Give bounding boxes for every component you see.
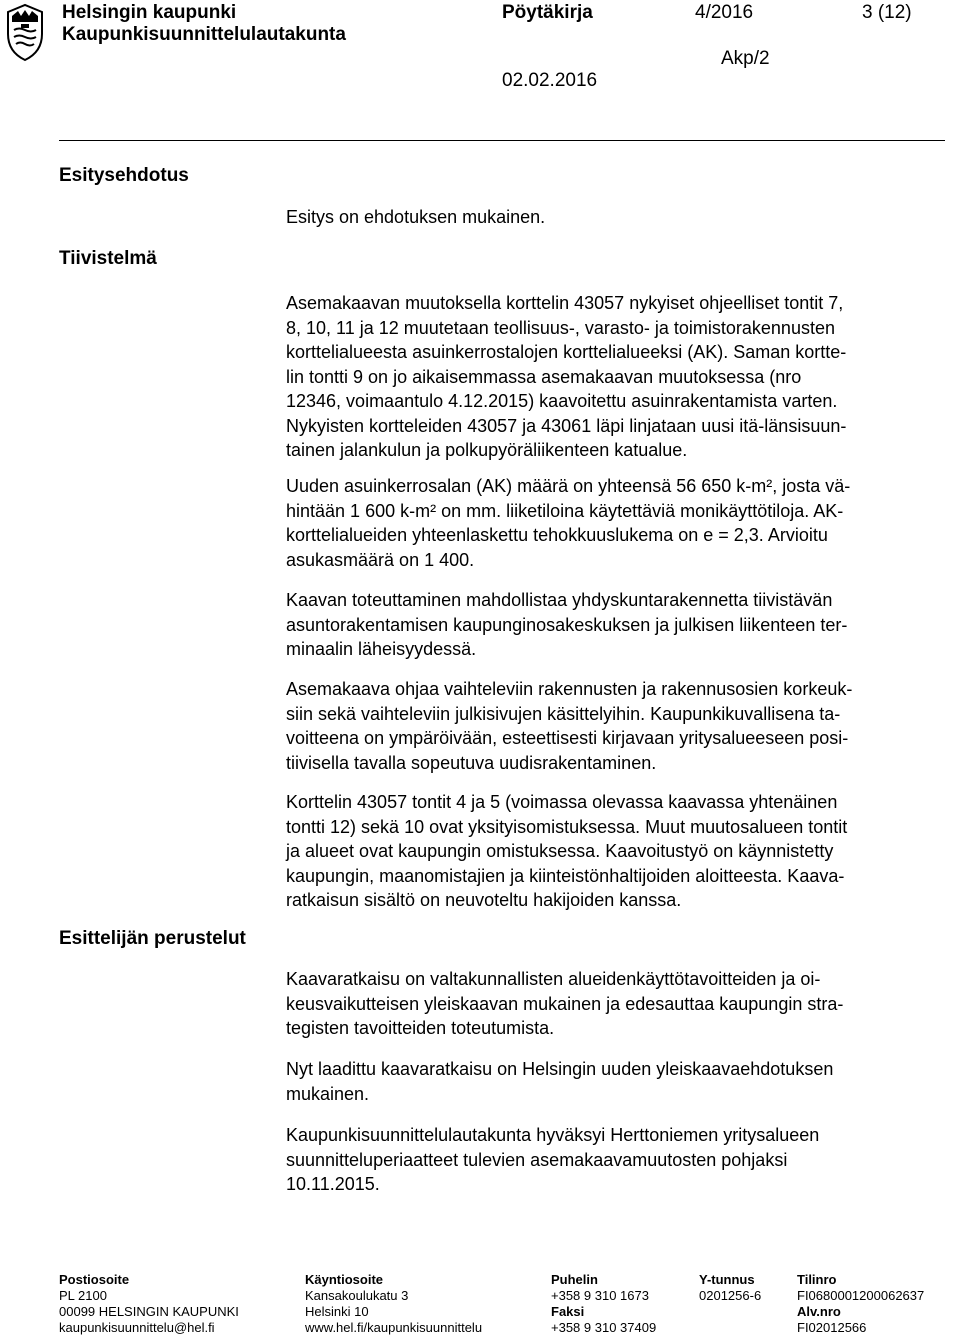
header-committee: Kaupunkisuunnittelulautakunta: [62, 24, 346, 45]
footer-phone-number: +358 9 310 1673: [551, 1288, 649, 1303]
footer-visit-label: Käyntiosoite: [305, 1272, 384, 1287]
footer-email: kaupunkisuunnittelu@hel.fi: [59, 1320, 215, 1335]
footer-website: www.hel.fi/kaupunkisuunnittelu: [305, 1320, 483, 1335]
header-date: 02.02.2016: [502, 70, 598, 91]
footer-account-label: Tilinro: [797, 1272, 837, 1287]
rationale-heading: Esittelijän perustelut: [59, 928, 246, 949]
footer-visit: [305, 1272, 482, 1336]
proposal-heading: Esitysehdotus: [59, 165, 189, 186]
header-doc-type: Pöytäkirja: [502, 2, 593, 23]
footer-postal-label: Postiosoite: [59, 1272, 130, 1287]
header-divider: [59, 140, 945, 141]
national-goals-paragraph: Kaavaratkaisu on valtakunnallisten alueidenkäyttötavoitteiden ja oi- keusvaikutteisen yleiskaavan mukainen ja edesauttaa kaupungin stra- tegisten tavoitteiden toteutumista.: [286, 969, 844, 1038]
footer-postal-box: PL 2100: [59, 1288, 107, 1303]
cityscape-paragraph: Asemakaava ohjaa vaihteleviin rakennusten ja rakennusosien korkeuk- siin sekä vaihteleviin julkisivujen käsittelyihin. Kaupunkikuvallisena ta- voitteena on ympäröivään, esteettisesti kirjavaan yritysalueeseen posi- tiivisella tavalla sopeutuva uudisrakentaminen.: [286, 679, 853, 773]
header-section: Akp/2: [721, 48, 770, 69]
footer-account: [797, 1272, 924, 1336]
footer-vat-number: FI02012566: [797, 1320, 867, 1335]
city-crest-logo: [2, 2, 48, 62]
footer-fax-label: Faksi: [551, 1304, 585, 1319]
footer-street: Kansakoulukatu 3: [305, 1288, 409, 1303]
footer-vat-label: Alv.nro: [797, 1304, 841, 1319]
approval-paragraph: Kaupunkisuunnittelulautakunta hyväksyi Herttoniemen yritysalueen suunnitteluperiaatteet tulevien asemakaavamuutosten pohjaksi 10.11.2015.: [286, 1125, 820, 1194]
footer-account-number: FI0680001200062637: [797, 1288, 925, 1303]
densification-paragraph: Kaavan toteuttaminen mahdollistaa yhdyskuntarakennetta tiivistävän asuntorakentamisen kaupunginosakeskuksen ja julkisen liikenteen ter- minaalin läheisyydessä.: [286, 590, 848, 659]
footer-business-id-label: Y-tunnus: [699, 1272, 755, 1287]
summary-heading: Tiivistelmä: [59, 248, 157, 269]
header-doc-number: 4/2016: [695, 2, 754, 23]
footer-postal: [59, 1272, 239, 1336]
floor-area-paragraph: Uuden asuinkerrosalan (AK) määrä on yhteensä 56 650 k-m², josta vä- hintään 1 600 k-m² on mm. liiketiloina käytettäviä monikäyttötiloja. AK- korttelialueiden yhteenlaskettu tehokkuuslukema on e = 2,3. Arvioitu asukasmäärä on 1 400.: [286, 476, 851, 570]
footer-business-id-value: 0201256-6: [699, 1288, 762, 1303]
footer-phone: [551, 1272, 656, 1336]
proposal-text: Esitys on ehdotuksen mukainen.: [286, 207, 546, 227]
header-page-count: 3 (12): [862, 2, 912, 23]
footer-phone-label: Puhelin: [551, 1272, 598, 1287]
footer-business-id: [699, 1272, 761, 1304]
footer-fax-number: +358 9 310 37409: [551, 1320, 657, 1335]
summary-paragraph: Asemakaavan muutoksella korttelin 43057 nykyiset ohjeelliset tontit 7, 8, 10, 11 ja 12 muutetaan teollisuus-, varasto- ja toimistorakennusten korttelialueesta asuinkerrostalojen korttelialueeksi (AK). Saman kortte- lin tontti 9 on jo aikaisemmassa asemakaavan muutoksessa (nro 12346, voimaantulo 4.12.2015) kaavoitettu asuinrakentamista varten. Nykyisten kortteleiden 43057 ja 43061 läpi linjataan uusi itä-länsisuun- tainen jalankulun ja polkupyöräliikenteen katualue.: [286, 293, 847, 460]
master-plan-paragraph: Nyt laadittu kaavaratkaisu on Helsingin uuden yleiskaavaehdotuksen mukainen.: [286, 1059, 834, 1104]
ownership-paragraph: Korttelin 43057 tontit 4 ja 5 (voimassa olevassa kaavassa yhtenäinen tontti 12) sekä 10 ovat yksityisomistuksessa. Muut muutosalueen tontit ja alueet ovat kaupungin omistuksessa. Kaavoitustyö on käynnistetty kaupungin, maanomistajien ja kiinteistönhaltijoiden aloitteesta. Kaava- ratkaisun sisältö on neuvoteltu hakijoiden kanssa.: [286, 792, 848, 910]
header-city: Helsingin kaupunki: [62, 2, 237, 23]
footer-postal-city: 00099 HELSINGIN KAUPUNKI: [59, 1304, 239, 1319]
footer-visit-city: Helsinki 10: [305, 1304, 369, 1319]
